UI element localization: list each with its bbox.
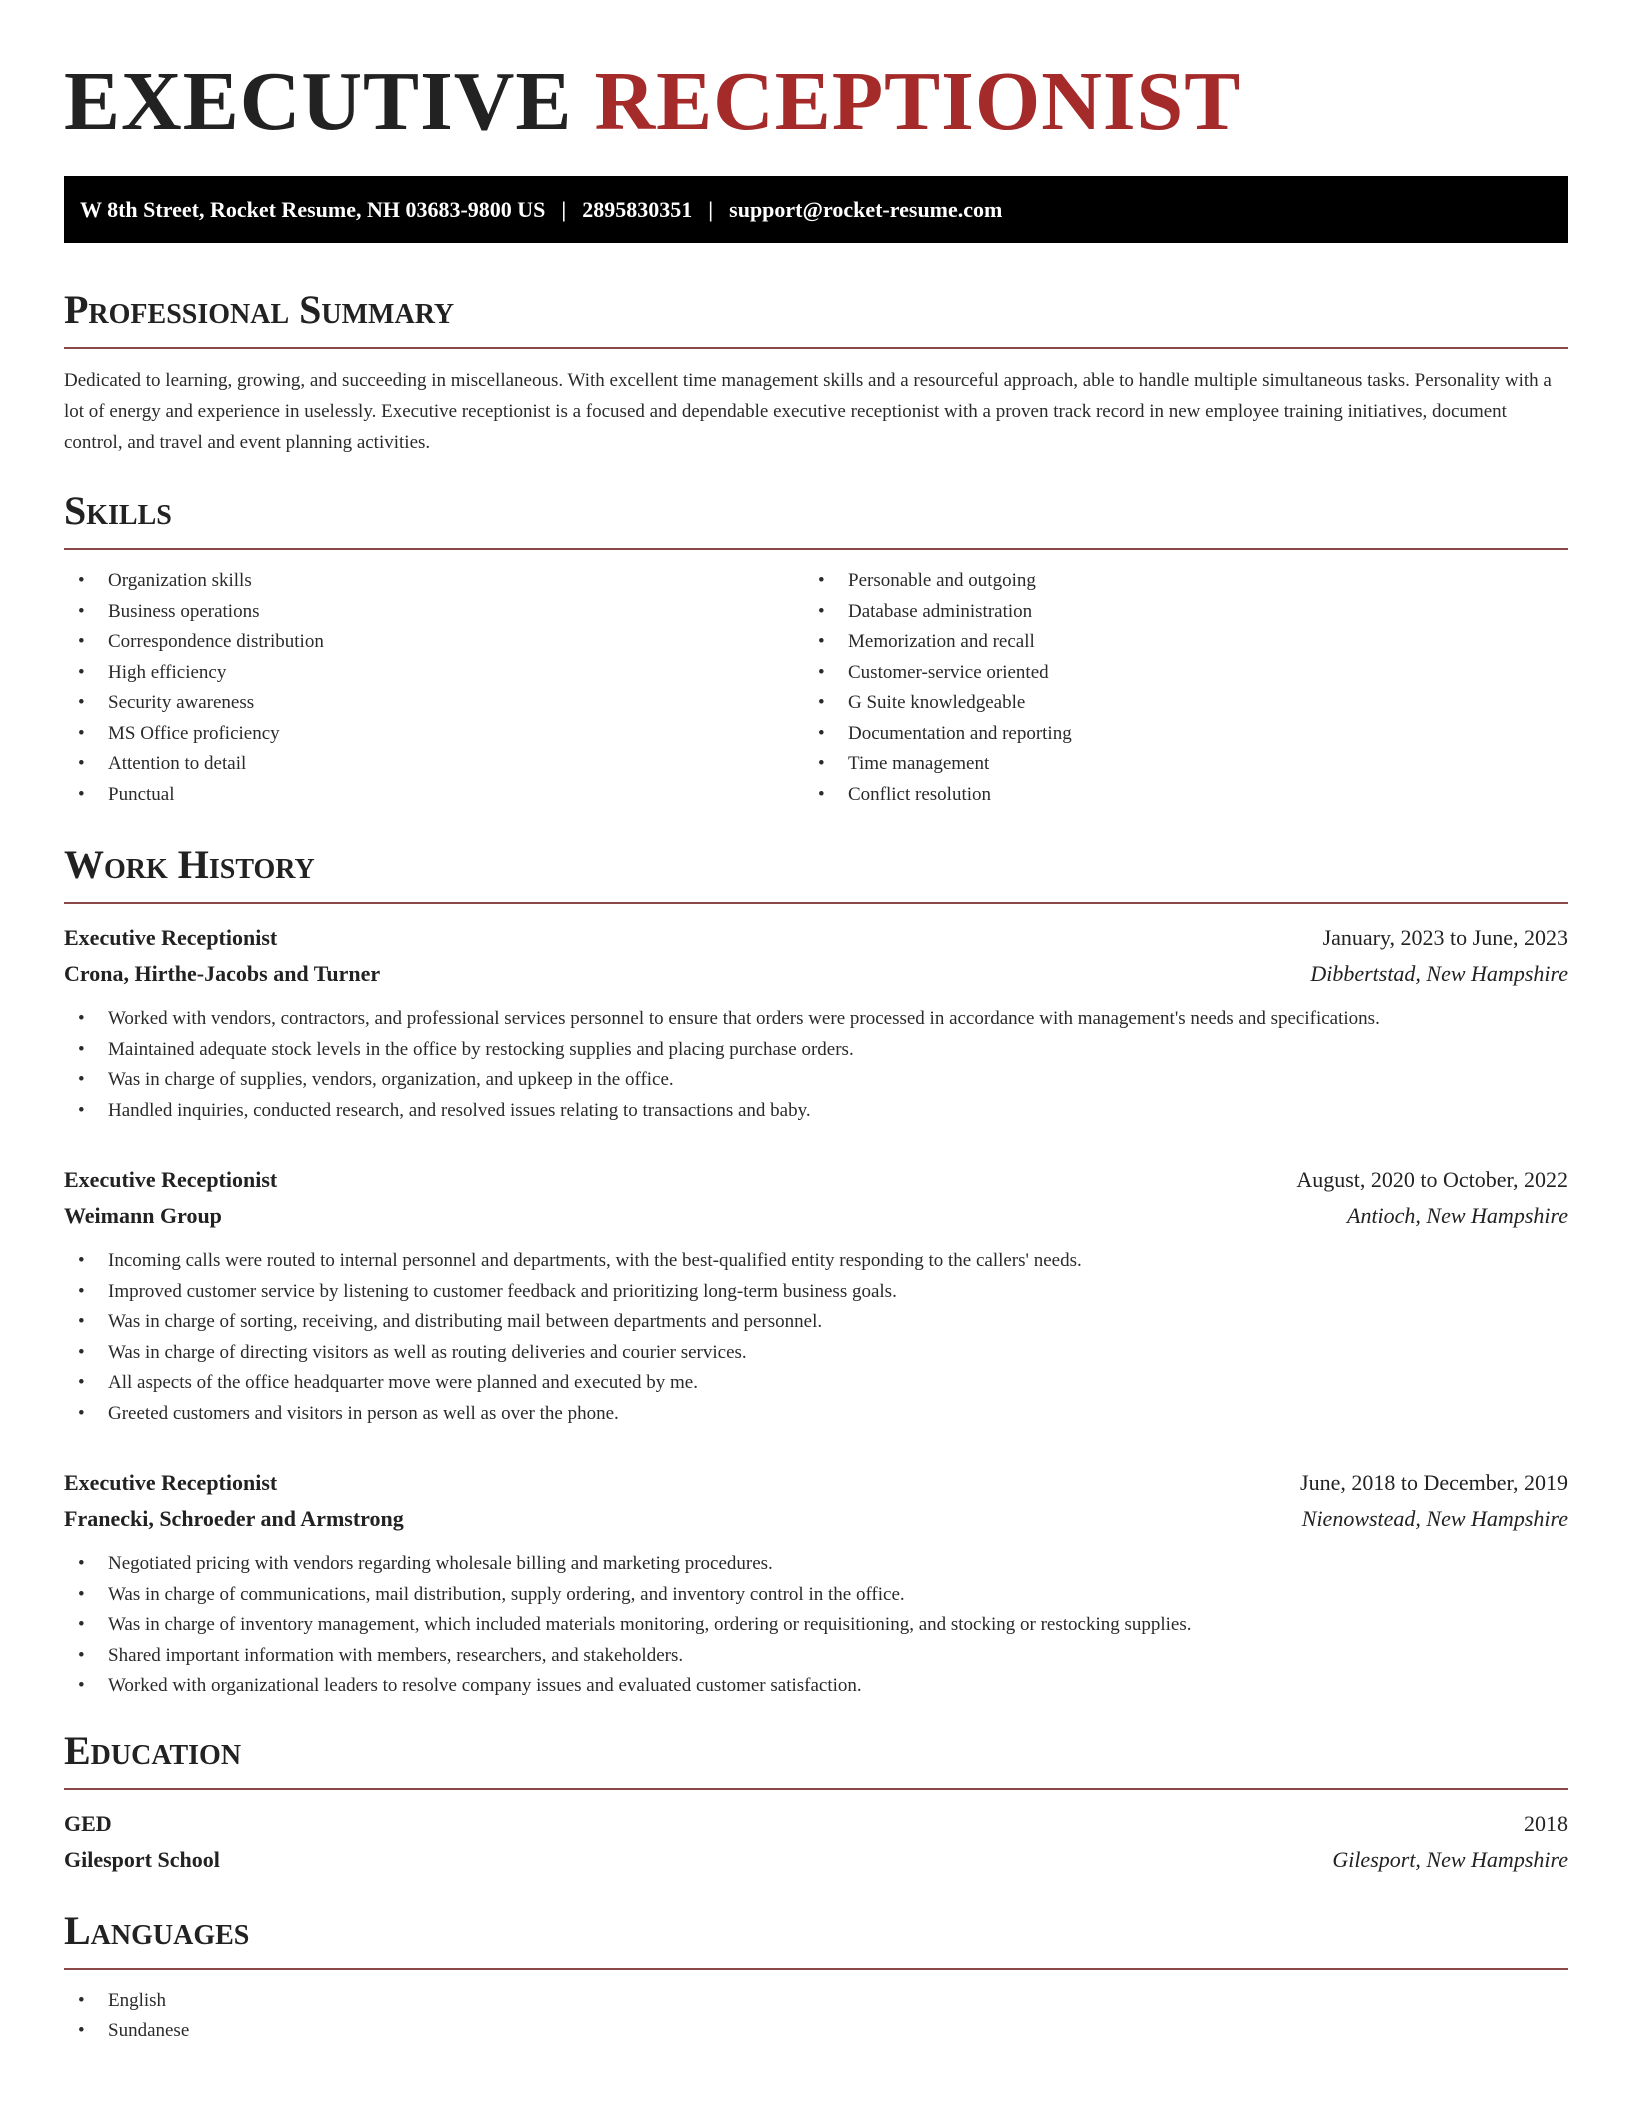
work-history-section — [64, 840, 1568, 1702]
summary-text: Dedicated to learning, growing, and succeeding in miscellaneous. With excellent time management skills and a resourceful approach, able to handle multiple simultaneous tasks. Personality with a lot of energy and experience in uselessly. Executive receptionist is a focused and dependable executive receptionist with a proven track record in new employee training initiatives, document control, and travel and event planning activities. — [64, 370, 1552, 453]
name-second: RECEPTIONIST — [594, 55, 1242, 148]
education-section — [64, 1726, 1568, 1878]
section-divider — [64, 347, 1568, 349]
languages-heading: Languages — [64, 1907, 250, 1953]
job-company: Weimann Group — [64, 1203, 222, 1228]
contact-bar — [64, 176, 1568, 243]
summary-section — [64, 285, 1568, 458]
skill-item: • Personable and outgoing — [804, 566, 1544, 597]
skill-item: • Punctual — [64, 780, 804, 811]
job-header-row — [64, 1465, 1568, 1501]
job-header-row — [64, 1162, 1568, 1198]
job-company: Crona, Hirthe-Jacobs and Turner — [64, 961, 381, 986]
education-heading: Education — [64, 1727, 242, 1773]
contact-separator: | — [561, 196, 567, 222]
section-divider — [64, 548, 1568, 550]
contact-email: support@rocket-resume.com — [729, 196, 1003, 222]
job-bullet: • All aspects of the office headquarter move were planned and executed by me. — [64, 1368, 1568, 1399]
section-divider — [64, 1968, 1568, 1970]
job-title: Executive Receptionist — [64, 925, 278, 950]
skill-item: • High efficiency — [64, 658, 804, 689]
skill-item: • Customer-service oriented — [804, 658, 1544, 689]
job-bullet: • Maintained adequate stock levels in the office by restocking supplies and placing purchase orders. — [64, 1035, 1568, 1066]
skill-item: • MS Office proficiency — [64, 719, 804, 750]
education-header-row — [64, 1806, 1568, 1842]
job-subheader-row — [64, 1198, 1568, 1234]
skill-item: • Time management — [804, 749, 1544, 780]
skills-right-list — [804, 566, 1544, 810]
skills-left-list — [64, 566, 804, 810]
skill-item: • Organization skills — [64, 566, 804, 597]
skill-item: • Documentation and reporting — [804, 719, 1544, 750]
skill-item: • Conflict resolution — [804, 780, 1544, 811]
summary-heading: Professional Summary — [64, 287, 455, 332]
job-dates: June, 2018 to December, 2019 — [1300, 1470, 1568, 1495]
language-item: • English — [64, 1986, 1568, 2017]
job-bullet: • Was in charge of supplies, vendors, organization, and upkeep in the office. — [64, 1065, 1568, 1096]
job-bullet: • Shared important information with members, researchers, and stakeholders. — [64, 1641, 1568, 1672]
skills-section — [64, 486, 1568, 810]
skill-item: • Attention to detail — [64, 749, 804, 780]
education-subheader-row — [64, 1842, 1568, 1878]
skill-item: • Database administration — [804, 597, 1544, 628]
job-bullet: • Greeted customers and visitors in person as well as over the phone. — [64, 1399, 1568, 1430]
language-item: • Sundanese — [64, 2016, 1568, 2047]
job-dates: August, 2020 to October, 2022 — [1296, 1167, 1568, 1192]
job-subheader-row — [64, 956, 1568, 992]
section-divider — [64, 902, 1568, 904]
work-history-heading: Work History — [64, 842, 315, 887]
contact-separator: | — [708, 196, 714, 222]
job-location: Nienowstead, New Hampshire — [1301, 1506, 1568, 1531]
education-year: 2018 — [1524, 1810, 1568, 1836]
skills-columns — [64, 566, 1568, 810]
skill-item: • G Suite knowledgeable — [804, 688, 1544, 719]
job-bullets — [64, 1246, 1568, 1429]
job-bullet: • Negotiated pricing with vendors regarding wholesale billing and marketing procedures. — [64, 1549, 1568, 1580]
languages-section — [64, 1906, 1568, 2047]
education-school: Gilesport School — [64, 1846, 220, 1872]
job-entry — [64, 1162, 1568, 1429]
job-bullet: • Was in charge of directing visitors as well as routing deliveries and courier services. — [64, 1338, 1568, 1369]
job-bullet: • Was in charge of communications, mail distribution, supply ordering, and inventory control in the office. — [64, 1580, 1568, 1611]
skill-item: • Correspondence distribution — [64, 627, 804, 658]
resume-name — [64, 0, 1568, 176]
job-title: Executive Receptionist — [64, 1167, 278, 1192]
contact-address: W 8th Street, Rocket Resume, NH 03683-9800 US — [80, 196, 546, 222]
skills-heading: Skills — [64, 488, 172, 533]
skill-item: • Business operations — [64, 597, 804, 628]
job-bullet: • Worked with organizational leaders to resolve company issues and evaluated customer satisfaction. — [64, 1671, 1568, 1702]
education-location: Gilesport, New Hampshire — [1332, 1846, 1568, 1872]
job-dates: January, 2023 to June, 2023 — [1322, 925, 1568, 950]
job-bullet: • Incoming calls were routed to internal personnel and departments, with the best-qualified entity responding to the callers' needs. — [64, 1246, 1568, 1277]
job-entry — [64, 920, 1568, 1126]
contact-phone: 2895830351 — [582, 196, 693, 222]
job-bullet: • Was in charge of sorting, receiving, and distributing mail between departments and personnel. — [64, 1307, 1568, 1338]
job-title: Executive Receptionist — [64, 1470, 278, 1495]
name-first: EXECUTIVE — [64, 55, 573, 148]
job-location: Antioch, New Hampshire — [1347, 1203, 1568, 1228]
job-location: Dibbertstad, New Hampshire — [1310, 961, 1568, 986]
job-bullets — [64, 1004, 1568, 1126]
job-bullets — [64, 1549, 1568, 1702]
skill-item: • Security awareness — [64, 688, 804, 719]
job-bullet: • Improved customer service by listening to customer feedback and prioritizing long-term business goals. — [64, 1277, 1568, 1308]
job-bullet: • Handled inquiries, conducted research, and resolved issues relating to transactions and baby. — [64, 1096, 1568, 1127]
job-header-row — [64, 920, 1568, 956]
job-bullet: • Worked with vendors, contractors, and professional services personnel to ensure that orders were processed in accordance with management's needs and specifications. — [64, 1004, 1568, 1035]
skill-item: • Memorization and recall — [804, 627, 1544, 658]
job-company: Franecki, Schroeder and Armstrong — [64, 1506, 404, 1531]
education-entry — [64, 1806, 1568, 1878]
resume-page — [64, 0, 1568, 2047]
education-degree: GED — [64, 1810, 112, 1836]
job-bullet: • Was in charge of inventory management, which included materials monitoring, ordering or requisitioning, and stocking or restocking supplies. — [64, 1610, 1568, 1641]
languages-list — [64, 1986, 1568, 2047]
job-subheader-row — [64, 1501, 1568, 1537]
job-entry — [64, 1465, 1568, 1702]
section-divider — [64, 1788, 1568, 1790]
